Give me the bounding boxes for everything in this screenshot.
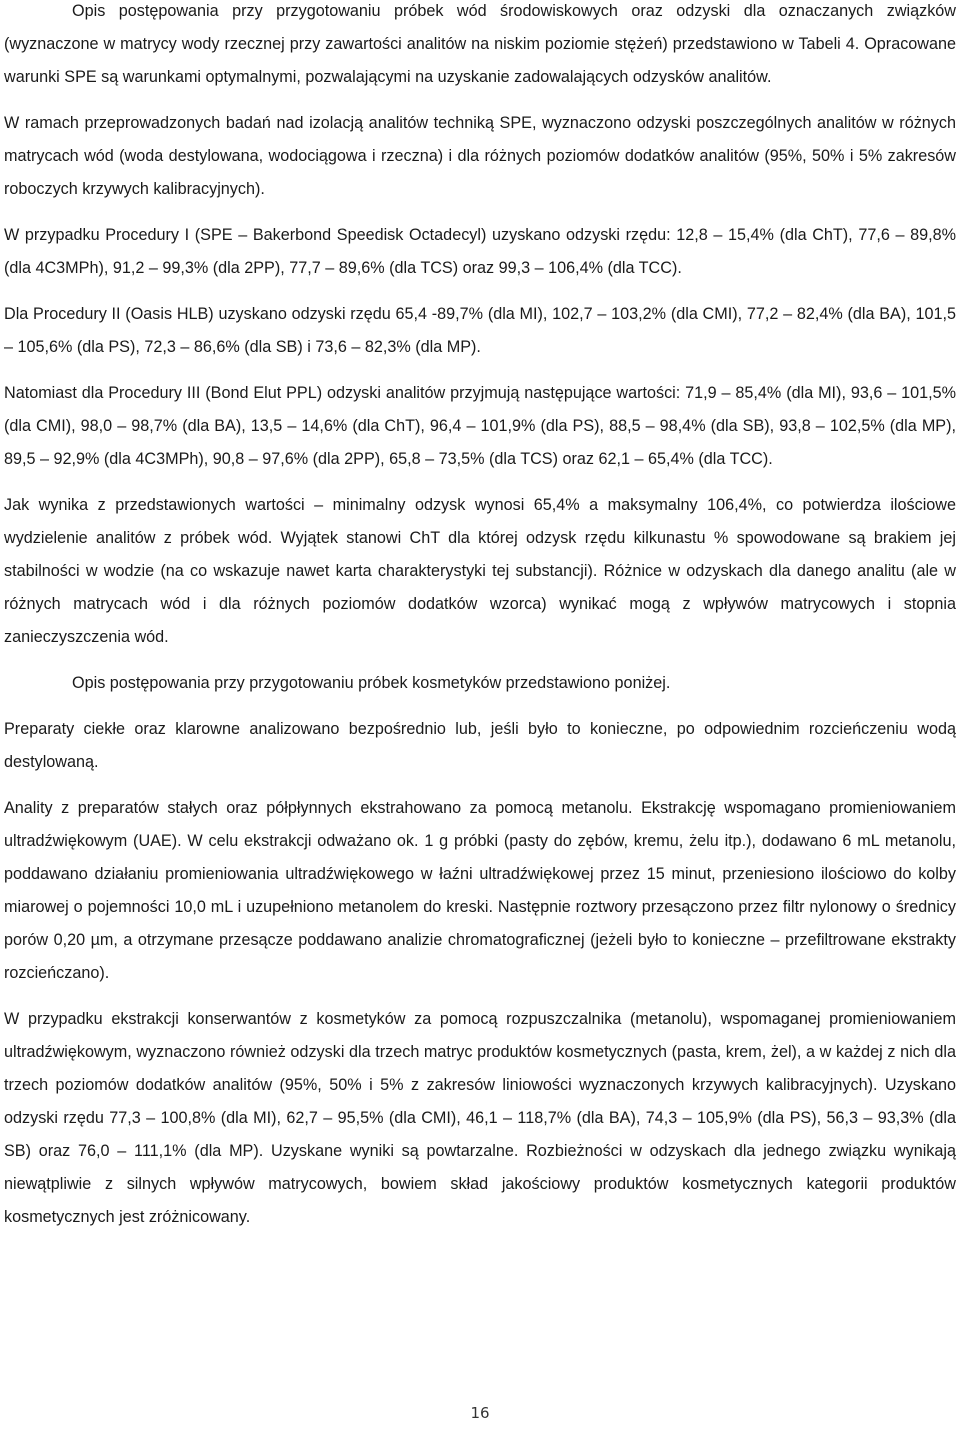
document-body	[4, 0, 956, 1234]
paragraph-liquid-preparations: Preparaty ciekłe oraz klarowne analizowano bezpośrednio lub, jeśli było to konieczne, po odpowiednim rozcieńczeniu wodą destylowaną.	[4, 720, 956, 771]
paragraph-procedure-1: W przypadku Procedury I (SPE – Bakerbond Speedisk Octadecyl) uzyskano odzyski rzędu: 12,8 – 15,4% (dla ChT), 77,6 – 89,8% (dla 4C3MPh), 91,2 – 99,3% (dla 2PP), 77,7 – 89,6% (dla TCS) oraz 99,3 – 106,4% (dla TCC).	[4, 226, 956, 277]
paragraph-procedure-3: Natomiast dla Procedury III (Bond Elut PPL) odzyski analitów przyjmują następujące wartości: 71,9 – 85,4% (dla MI), 93,6 – 101,5% (dla CMI), 98,0 – 98,7% (dla BA), 13,5 – 14,6% (dla ChT), 96,4 – 101,9% (dla PS), 88,5 – 98,4% (dla SB), 93,8 – 102,5% (dla MP), 89,5 – 92,9% (dla 4C3MPh), 90,8 – 97,6% (dla 2PP), 65,8 – 73,5% (dla TCS) oraz 62,1 – 65,4% (dla TCC).	[4, 384, 956, 468]
paragraph-solid-preparations: Anality z preparatów stałych oraz półpłynnych ekstrahowano za pomocą metanolu. Ekstrakcję wspomagano promieniowaniem ultradźwiękowym (UAE). W celu ekstrakcji odważano ok. 1 g próbki (pasty do zębów, kremu, żelu itp.), dodawano 6 mL metanolu, poddawano działaniu promieniowania ultradźwiękowego w łaźni ultradźwiękowej przez 15 minut, przeniesiono ilościowo do kolby miarowej o pojemności 10,0 mL i uzupełniono metanolem do kreski. Następnie roztwory przesączono przez filtr nylonowy o średnicy porów 0,20 µm, a otrzymane przesącze poddawano analizie chromatograficznej (jeżeli było to konieczne – przefiltrowane ekstrakty rozcieńczano).	[4, 799, 956, 982]
paragraph-cosmetics-intro: Opis postępowania przy przygotowaniu próbek kosmetyków przedstawiono poniżej.	[72, 674, 671, 692]
paragraph-recovery-summary: Jak wynika z przedstawionych wartości – minimalny odzysk wynosi 65,4% a maksymalny 106,4%, co potwierdza ilościowe wydzielenie analitów z próbek wód. Wyjątek stanowi ChT dla której odzysk rzędu kilkunastu % spowodowane są brakiem jej stabilności w wodzie (na co wskazuje nawet karta charakterystyki tej substancji). Różnice w odzyskach dla danego analitu (ale w różnych matrycach wód i dla różnych poziomów dodatków wzorca) wynikać mogą z wpływów matrycowych i stopnia zanieczyszczenia wód.	[4, 496, 956, 646]
paragraph-water-samples-intro: Opis postępowania przy przygotowaniu próbek wód środowiskowych oraz odzyski dla oznaczanych związków (wyznaczone w matrycy wody rzecznej przy zawartości analitów na niskim poziomie stężeń) przedstawiono w Tabeli 4. Opracowane warunki SPE są warunkami optymalnymi, pozwalającymi na uzyskanie zadowalających odzysków analitów.	[4, 2, 956, 86]
paragraph-procedure-2: Dla Procedury II (Oasis HLB) uzyskano odzyski rzędu 65,4 -89,7% (dla MI), 102,7 – 103,2% (dla CMI), 77,2 – 82,4% (dla BA), 101,5 – 105,6% (dla PS), 72,3 – 86,6% (dla SB) i 73,6 – 82,3% (dla MP).	[4, 305, 956, 356]
paragraph-cosmetics-recovery: W przypadku ekstrakcji konserwantów z kosmetyków za pomocą rozpuszczalnika (metanolu), wspomaganej promieniowaniem ultradźwiękowym, wyznaczono również odzyski dla trzech matryc produktów kosmetycznych (pasta, krem, żel), a w każdej z nich dla trzech poziomów dodatków analitów (95%, 50% i 5% z zakresów liniowości wyznaczonych krzywych kalibracyjnych). Uzyskano odzyski rzędu 77,3 – 100,8% (dla MI), 62,7 – 95,5% (dla CMI), 46,1 – 118,7% (dla BA), 74,3 – 105,9% (dla PS), 56,3 – 93,3% (dla SB) oraz 76,0 – 111,1% (dla MP). Uzyskane wyniki są powtarzalne. Rozbieżności w odzyskach dla jednego związku wynikają niewątpliwie z silnych wpływów matrycowych, bowiem skład jakościowy produktów kosmetycznych kategorii produktów kosmetycznych jest zróżnicowany.	[4, 1010, 956, 1226]
paragraph-spe-recovery-study: W ramach przeprowadzonych badań nad izolacją analitów techniką SPE, wyznaczono odzyski poszczególnych analitów w różnych matrycach wód (woda destylowana, wodociągowa i rzeczna) i dla różnych poziomów dodatków analitów (95%, 50% i 5% zakresów roboczych krzywych kalibracyjnych).	[4, 114, 956, 198]
page-number: 16	[470, 1404, 490, 1422]
